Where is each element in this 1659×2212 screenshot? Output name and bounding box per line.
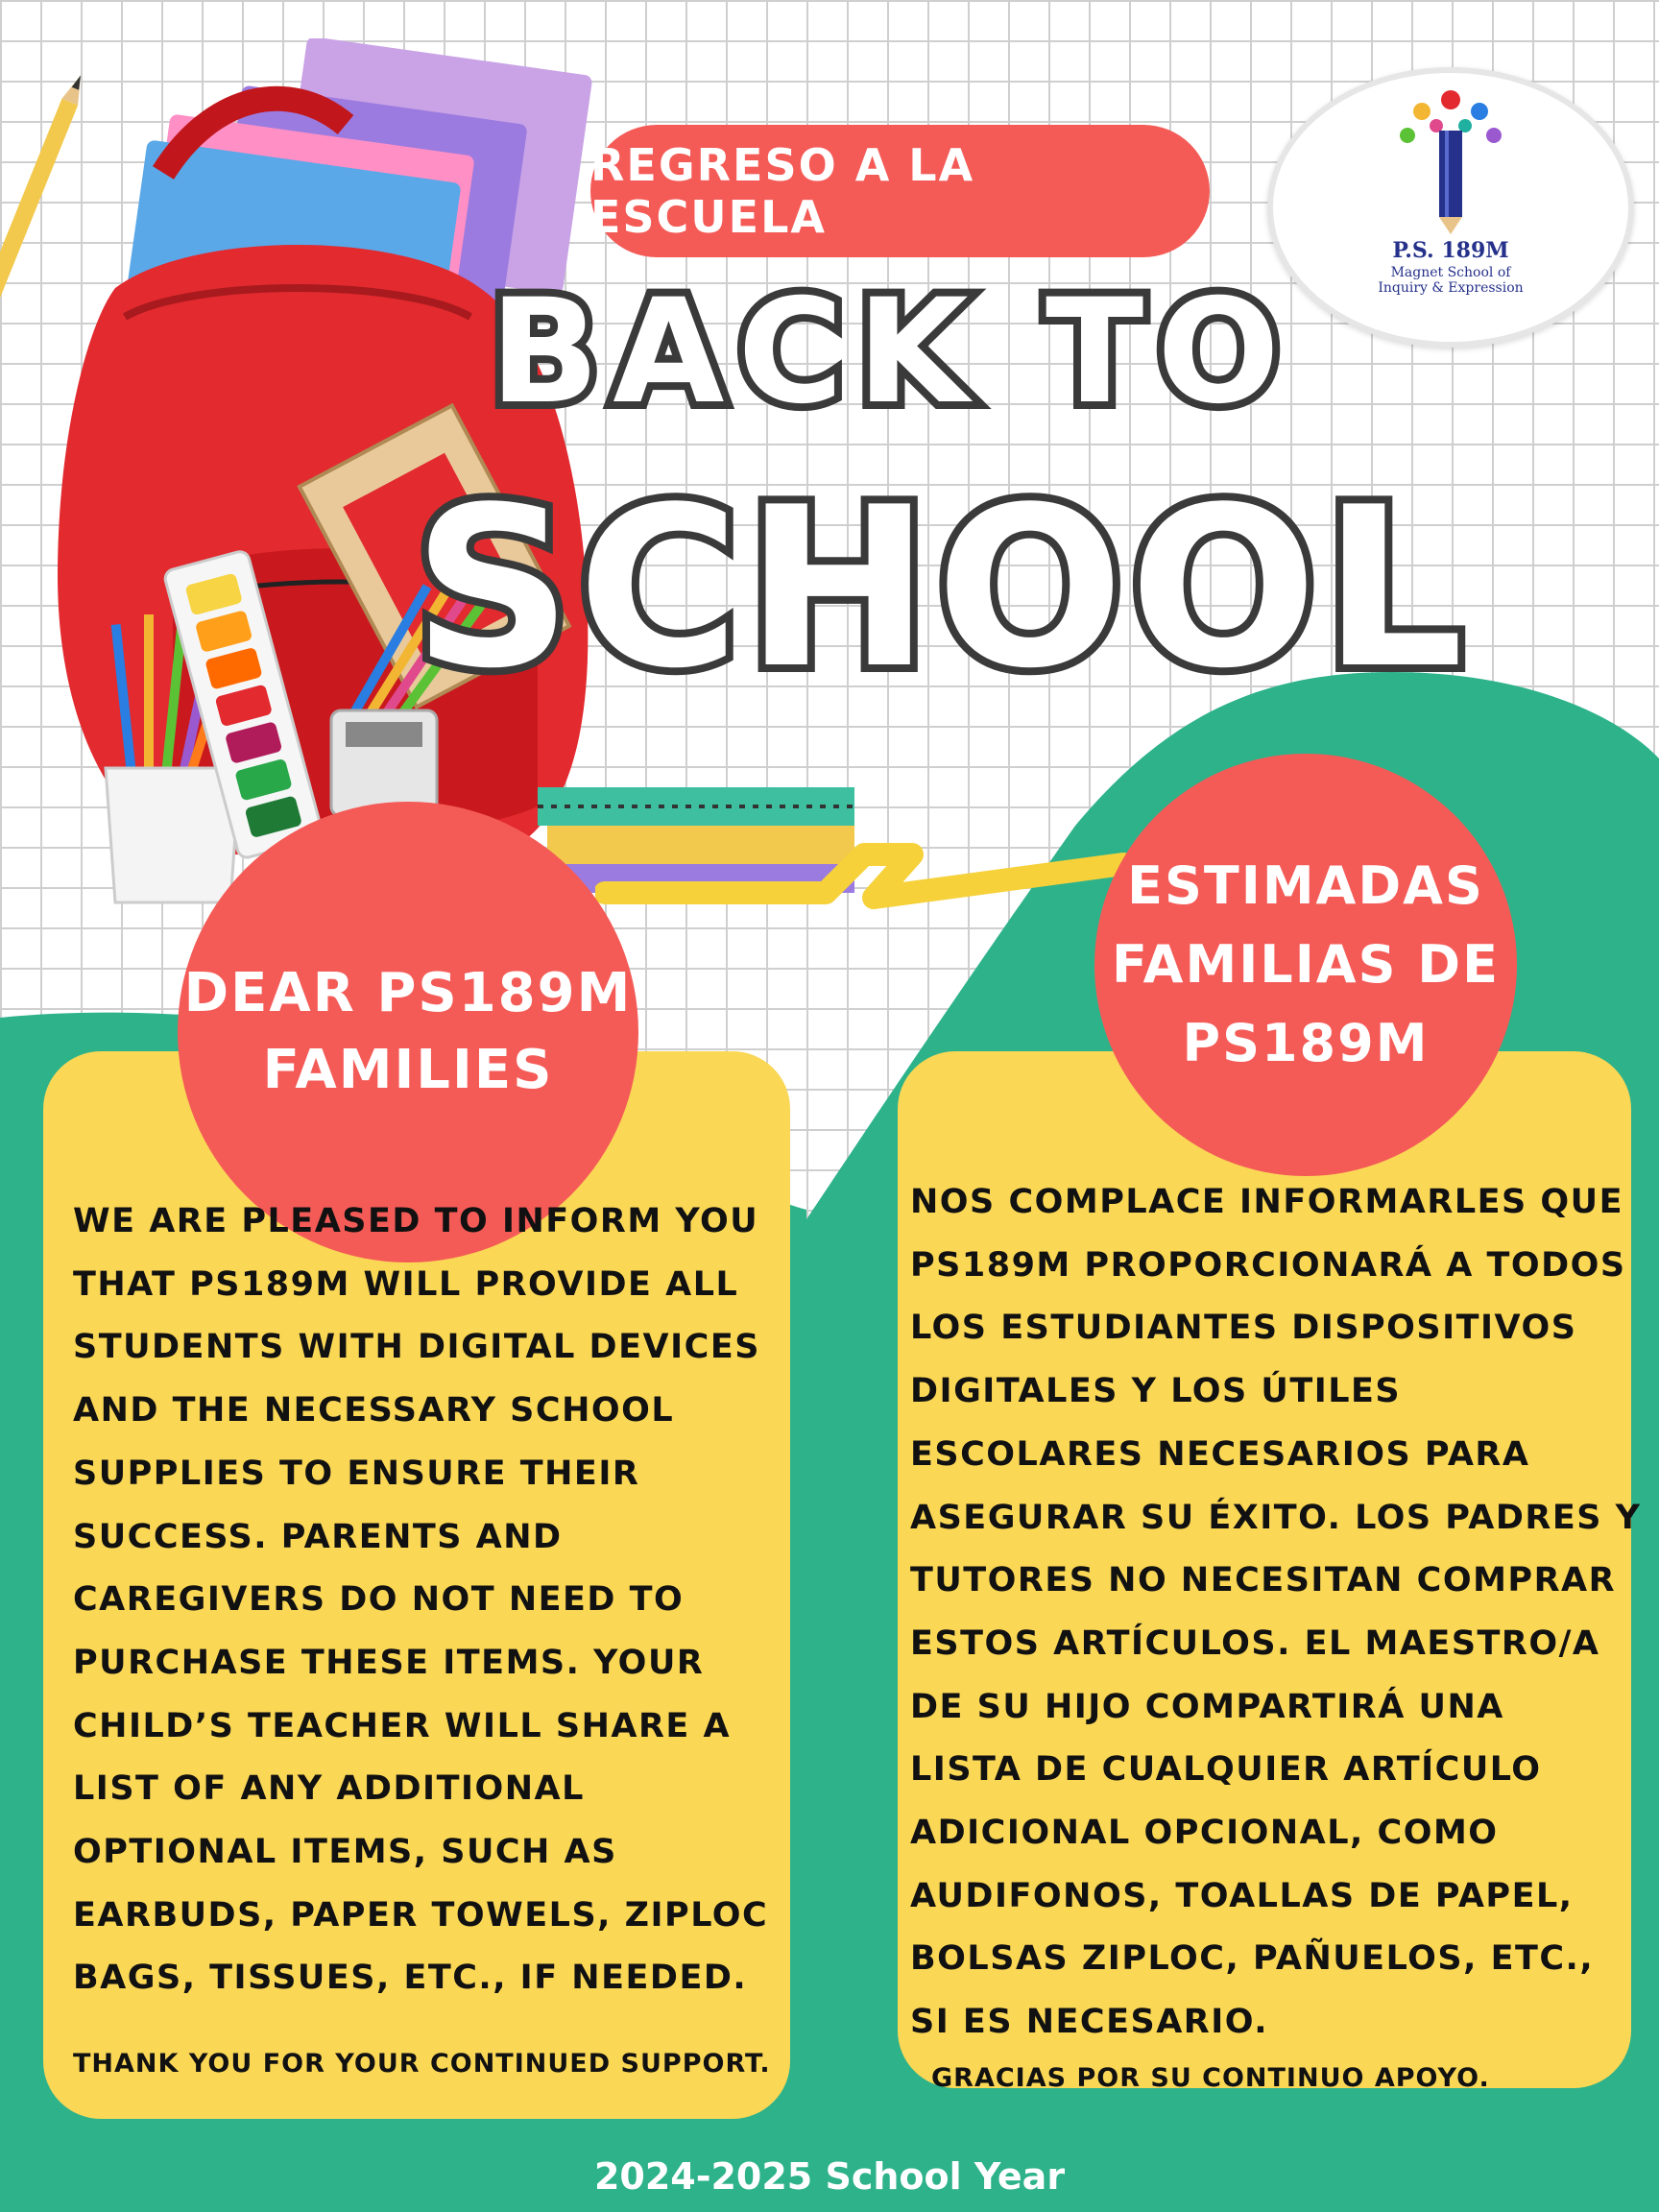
spanish-body-line: DE SU HIJO COMPARTIRÁ UNA bbox=[910, 1687, 1504, 1726]
headline-school: SCHOOL bbox=[413, 461, 1470, 717]
english-body-line: CHILD’S TEACHER WILL SHARE A bbox=[73, 1706, 732, 1745]
spanish-body-line: AUDIFONOS, TOALLAS DE PAPEL, bbox=[910, 1876, 1574, 1915]
spanish-body-line: ESCOLARES NECESARIOS PARA bbox=[910, 1434, 1530, 1474]
english-body-line: STUDENTS WITH DIGITAL DEVICES bbox=[73, 1328, 760, 1367]
english-body-line: SUCCESS. PARENTS AND bbox=[73, 1517, 563, 1556]
english-greeting-line1: DEAR PS189M bbox=[183, 962, 633, 1024]
english-body-text bbox=[73, 1190, 783, 2010]
spanish-greeting-line3: PS189M bbox=[1182, 1013, 1430, 1073]
tree-pencil-icon bbox=[1393, 83, 1508, 236]
english-body-line: LIST OF ANY ADDITIONAL bbox=[73, 1769, 585, 1809]
logo-subtitle-line2: Inquiry & Expression bbox=[1378, 280, 1524, 296]
english-body-line: AND THE NECESSARY SCHOOL bbox=[73, 1391, 675, 1431]
english-body-line: SUPPLIES TO ENSURE THEIR bbox=[73, 1454, 640, 1493]
logo-school-name: P.S. 189M bbox=[1392, 238, 1509, 263]
english-body-line: CAREGIVERS DO NOT NEED TO bbox=[73, 1580, 685, 1620]
english-body-line: WE ARE PLEASED TO INFORM YOU bbox=[73, 1202, 759, 1240]
english-body-line: PURCHASE THESE ITEMS. YOUR bbox=[73, 1643, 705, 1682]
english-body-line: OPTIONAL ITEMS, SUCH AS bbox=[73, 1833, 617, 1872]
spanish-title-pill: REGRESO A LA ESCUELA bbox=[590, 125, 1210, 257]
spanish-body-line: BOLSAS ZIPLOC, PAÑUELOS, ETC., bbox=[910, 1939, 1595, 1979]
spanish-body-line: ADICIONAL OPCIONAL, COMO bbox=[910, 1814, 1499, 1853]
english-body-line: THAT PS189M WILL PROVIDE ALL bbox=[73, 1264, 739, 1304]
logo-subtitle-line1: Magnet School of bbox=[1390, 265, 1511, 280]
spanish-greeting-line2: FAMILIAS DE bbox=[1111, 934, 1500, 995]
spanish-body-line: DIGITALES Y LOS ÚTILES bbox=[910, 1372, 1402, 1411]
spanish-greeting-line1: ESTIMADAS bbox=[1127, 855, 1484, 916]
spanish-body-line: SI ES NECESARIO. bbox=[910, 2003, 1269, 2042]
school-logo bbox=[1267, 67, 1634, 348]
spanish-body-line: ESTOS ARTÍCULOS. EL MAESTRO/A bbox=[910, 1623, 1600, 1663]
decorative-squiggle bbox=[595, 826, 1133, 931]
spanish-thank-you: GRACIAS POR SU CONTINUO APOYO. bbox=[931, 2063, 1490, 2093]
headline-back-to: BACK TO bbox=[490, 269, 1293, 436]
school-year-footer: 2024-2025 School Year bbox=[593, 2155, 1066, 2198]
english-body-line: BAGS, TISSUES, ETC., IF NEEDED. bbox=[73, 1959, 748, 1998]
english-thank-you: THANK YOU FOR YOUR CONTINUED SUPPORT. bbox=[73, 2049, 771, 2079]
spanish-body-line: ASEGURAR SU ÉXITO. LOS PADRES Y bbox=[910, 1498, 1642, 1537]
logo-subtitle bbox=[1273, 265, 1628, 296]
spanish-body-text bbox=[910, 1171, 1642, 2055]
spanish-greeting-circle bbox=[1094, 754, 1517, 1176]
english-body-line: EARBUDS, PAPER TOWELS, ZIPLOC bbox=[73, 1895, 769, 1935]
english-greeting-line2: FAMILIES bbox=[262, 1039, 554, 1101]
spanish-body-line: PS189M PROPORCIONARÁ A TODOS bbox=[910, 1245, 1626, 1285]
spanish-body-line: LISTA DE CUALQUIER ARTÍCULO bbox=[910, 1750, 1542, 1790]
spanish-body-line: LOS ESTUDIANTES DISPOSITIVOS bbox=[910, 1309, 1577, 1348]
spanish-body-line: NOS COMPLACE INFORMARLES QUE bbox=[910, 1183, 1624, 1221]
spanish-body-line: TUTORES NO NECESITAN COMPRAR bbox=[910, 1561, 1617, 1600]
